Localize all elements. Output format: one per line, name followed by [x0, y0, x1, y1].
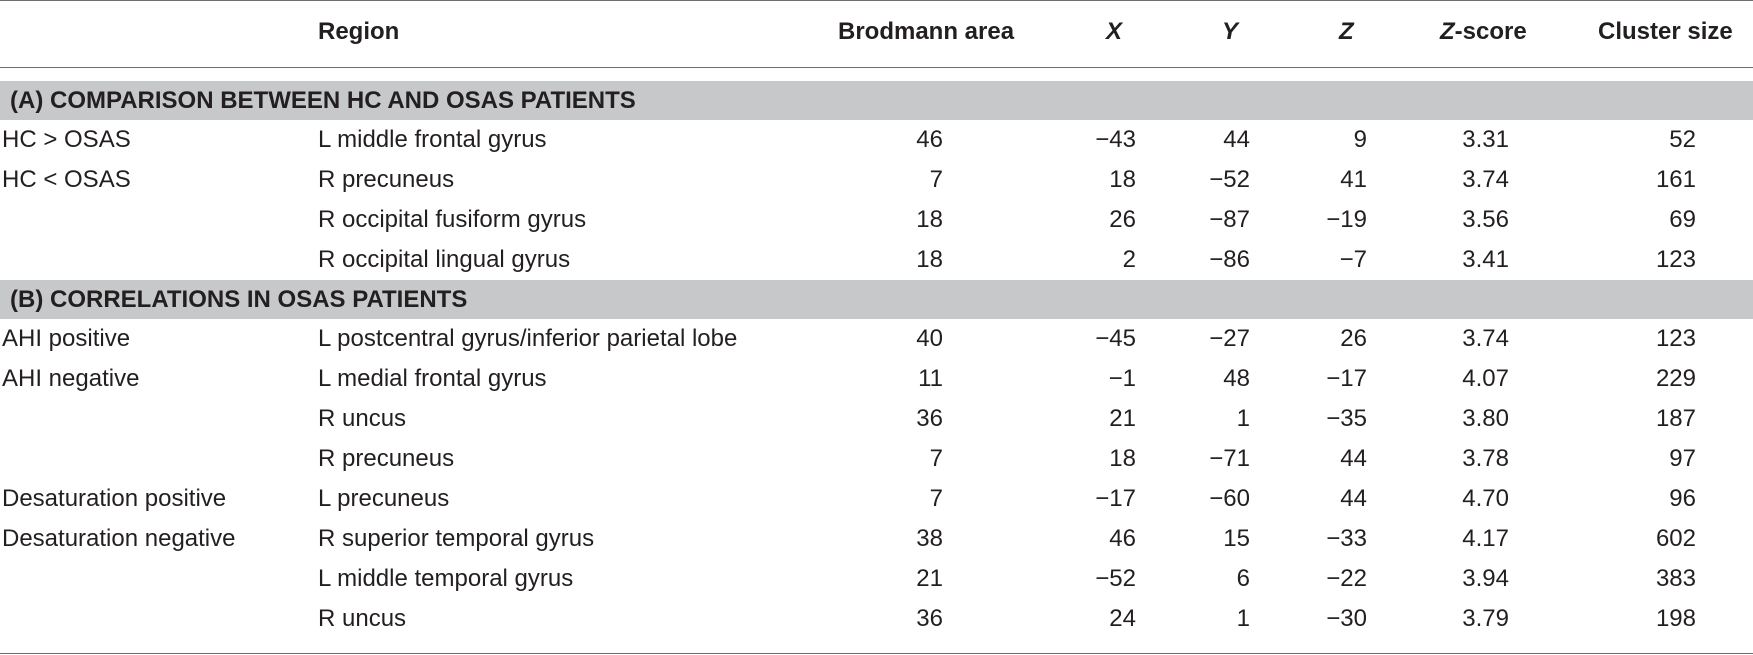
- cell-z: 9: [1353, 126, 1367, 153]
- section-a-title: (A) COMPARISON BETWEEN HC AND OSAS PATIENTS: [10, 87, 636, 114]
- cell-brodmann-area: 7: [929, 445, 943, 472]
- header-y: [1222, 0, 1238, 67]
- table-row: [0, 120, 1753, 160]
- table-row: [0, 559, 1753, 599]
- cell-cluster-size: 602: [1655, 525, 1696, 552]
- cell-brodmann-area: 36: [916, 405, 943, 432]
- cell-brodmann-area: 21: [916, 565, 943, 592]
- cell-x: −45: [1095, 325, 1136, 352]
- cell-z: −17: [1326, 365, 1367, 392]
- section-b-title: (B) CORRELATIONS IN OSAS PATIENTS: [10, 286, 468, 313]
- cell-z-score: 3.79: [1462, 605, 1509, 632]
- header-brodmann-area: Brodmann area: [838, 18, 1015, 45]
- cell-region: R occipital fusiform gyrus: [318, 206, 587, 233]
- cell-z: −19: [1326, 206, 1367, 233]
- cell-x: 2: [1122, 246, 1136, 273]
- cell-y: −60: [1209, 485, 1250, 512]
- cell-brodmann-area: 46: [916, 126, 943, 153]
- cell-region: L postcentral gyrus/inferior parietal lobe: [318, 325, 738, 352]
- cell-cluster-size: 229: [1655, 365, 1696, 392]
- cell-z-score: 3.56: [1462, 206, 1509, 233]
- cell-brodmann-area: 38: [916, 525, 943, 552]
- cell-z: 44: [1340, 445, 1367, 472]
- cell-z-score: 3.94: [1462, 565, 1509, 592]
- cell-z-score: 3.41: [1462, 246, 1509, 273]
- cell-z-score: 3.78: [1462, 445, 1509, 472]
- cell-x: −43: [1095, 126, 1136, 153]
- cell-region: L middle temporal gyrus: [318, 565, 574, 592]
- cell-z: 26: [1340, 325, 1367, 352]
- cell-region: R superior temporal gyrus: [318, 525, 595, 552]
- header-x-label: X: [1106, 18, 1123, 45]
- table-row: [0, 359, 1753, 399]
- cell-x: 46: [1109, 525, 1136, 552]
- cell-y: 48: [1223, 365, 1250, 392]
- cell-region: R uncus: [318, 405, 407, 432]
- cell-cluster-size: 187: [1655, 405, 1696, 432]
- cell-y: −87: [1209, 206, 1250, 233]
- header-z-score: [1440, 0, 1527, 67]
- cell-cluster-size: 383: [1655, 565, 1696, 592]
- cell-brodmann-area: 18: [916, 246, 943, 273]
- cell-group: AHI positive: [2, 325, 131, 352]
- cell-group: HC < OSAS: [2, 166, 131, 193]
- cell-x: −17: [1095, 485, 1136, 512]
- cell-brodmann-area: 36: [916, 605, 943, 632]
- cell-z-score: 3.80: [1462, 405, 1509, 432]
- cell-x: −52: [1095, 565, 1136, 592]
- cell-region: R precuneus: [318, 166, 455, 193]
- cell-z: −35: [1326, 405, 1367, 432]
- cell-x: 21: [1109, 405, 1136, 432]
- header-region: Region: [318, 18, 400, 45]
- cell-cluster-size: 96: [1669, 485, 1696, 512]
- header-z-score-italic: Z: [1440, 18, 1455, 45]
- cell-y: 44: [1223, 126, 1250, 153]
- cell-z-score: 3.31: [1462, 126, 1509, 153]
- table-row: [0, 479, 1753, 519]
- table-row: [0, 160, 1753, 200]
- cell-y: 15: [1223, 525, 1250, 552]
- cell-brodmann-area: 7: [929, 166, 943, 193]
- cell-region: L medial frontal gyrus: [318, 365, 547, 392]
- cell-region: R occipital lingual gyrus: [318, 246, 571, 273]
- cell-cluster-size: 198: [1655, 605, 1696, 632]
- cell-cluster-size: 69: [1669, 206, 1696, 233]
- cell-z: −22: [1326, 565, 1367, 592]
- table-row: [0, 519, 1753, 559]
- cell-y: −52: [1209, 166, 1250, 193]
- table-row: [0, 439, 1753, 479]
- header-x: [1106, 0, 1122, 67]
- cell-z-score: 3.74: [1462, 325, 1509, 352]
- table-header-row: [0, 0, 1753, 67]
- cell-x: −1: [1108, 365, 1136, 392]
- cell-z: −7: [1339, 246, 1367, 273]
- cell-brodmann-area: 18: [916, 206, 943, 233]
- cell-z-score: 3.74: [1462, 166, 1509, 193]
- cell-brodmann-area: 40: [916, 325, 943, 352]
- cell-brodmann-area: 11: [918, 365, 943, 392]
- cell-z-score: 4.07: [1462, 365, 1509, 392]
- table-row: [0, 599, 1753, 639]
- cell-y: 6: [1236, 565, 1250, 592]
- table-row: [0, 240, 1753, 280]
- header-z-score-rest: -score: [1454, 18, 1527, 45]
- cell-y: 1: [1236, 405, 1250, 432]
- cell-region: R precuneus: [318, 445, 455, 472]
- cell-x: 26: [1109, 206, 1136, 233]
- cell-brodmann-area: 7: [929, 485, 943, 512]
- cell-group: HC > OSAS: [2, 126, 131, 153]
- cell-cluster-size: 123: [1655, 246, 1696, 273]
- cell-cluster-size: 123: [1655, 325, 1696, 352]
- cell-z: −33: [1326, 525, 1367, 552]
- cell-y: −27: [1209, 325, 1250, 352]
- cell-cluster-size: 52: [1669, 126, 1696, 153]
- table-row: [0, 200, 1753, 240]
- header-y-label: Y: [1222, 18, 1239, 45]
- header-bottom-rule: [0, 67, 1753, 68]
- cell-z: 44: [1340, 485, 1367, 512]
- header-z-label: Z: [1339, 18, 1354, 45]
- cell-x: 18: [1109, 445, 1136, 472]
- cell-z-score: 4.70: [1462, 485, 1509, 512]
- cell-region: L middle frontal gyrus: [318, 126, 547, 153]
- table-row: [0, 319, 1753, 359]
- cell-region: R uncus: [318, 605, 407, 632]
- section-b-heading: [0, 280, 1753, 319]
- header-z: [1339, 0, 1354, 67]
- table-bottom-rule: [0, 653, 1753, 654]
- cell-group: Desaturation negative: [2, 525, 236, 552]
- cell-z-score: 4.17: [1462, 525, 1509, 552]
- cell-group: Desaturation positive: [2, 485, 227, 512]
- cell-z: 41: [1340, 166, 1367, 193]
- header-cluster-size: Cluster size: [1598, 18, 1733, 45]
- cell-z: −30: [1326, 605, 1367, 632]
- cell-cluster-size: 161: [1655, 166, 1696, 193]
- cell-x: 24: [1109, 605, 1136, 632]
- table-row: [0, 399, 1753, 439]
- cell-x: 18: [1109, 166, 1136, 193]
- cell-region: L precuneus: [318, 485, 450, 512]
- cell-y: −86: [1209, 246, 1250, 273]
- cell-y: −71: [1209, 445, 1250, 472]
- cell-group: AHI negative: [2, 365, 140, 392]
- cell-cluster-size: 97: [1669, 445, 1696, 472]
- cell-y: 1: [1236, 605, 1250, 632]
- section-a-heading: [0, 81, 1753, 120]
